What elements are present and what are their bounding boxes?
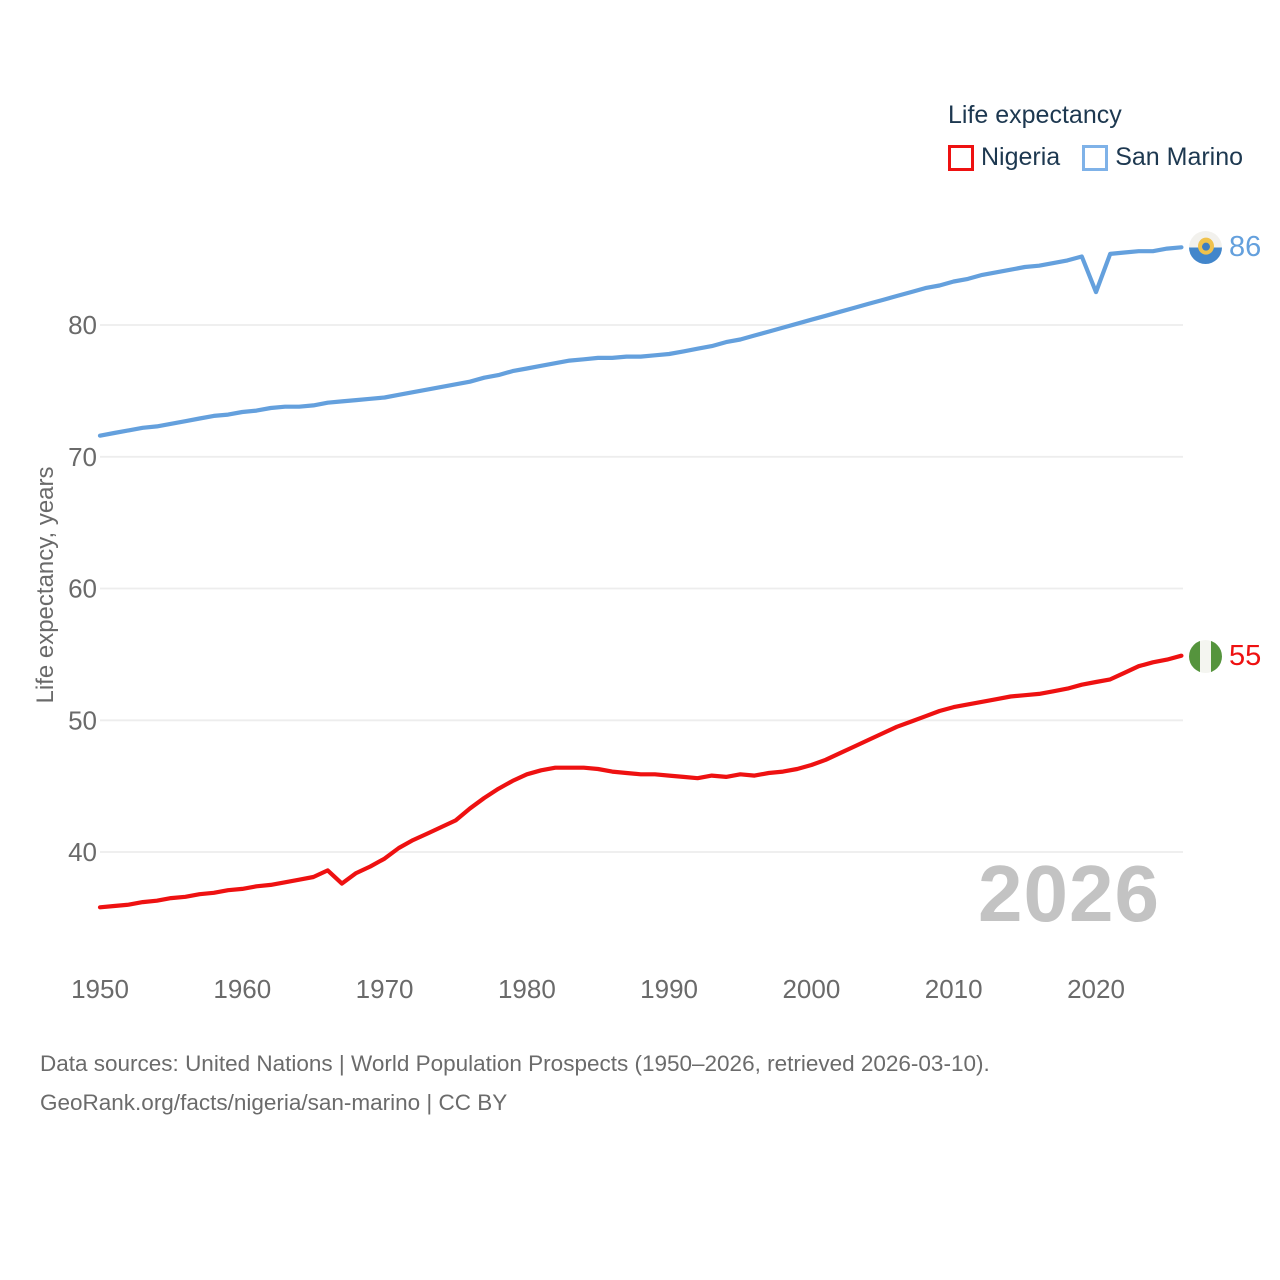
footer: [40, 1044, 990, 1122]
y-tick-label: 50: [68, 705, 97, 736]
y-axis-title: Life expectancy, years: [32, 466, 59, 704]
legend-item-san-marino[interactable]: [1082, 143, 1243, 172]
nigeria-end-marker: [1189, 639, 1261, 673]
legend-items: [948, 143, 1243, 172]
san-marino-end-value: 86: [1229, 230, 1262, 263]
x-tick-label: 2020: [1067, 974, 1125, 1004]
nigeria-legend-label: Nigeria: [981, 143, 1061, 171]
y-tick-label: 80: [68, 310, 97, 340]
san-marino-line: [100, 247, 1181, 435]
san-marino-legend-label: San Marino: [1115, 143, 1244, 171]
legend: [948, 101, 1243, 172]
nigeria-end-value: 55: [1229, 639, 1262, 672]
legend-title: Life expectancy: [948, 101, 1122, 129]
x-tick-label: 2010: [924, 974, 983, 1004]
y-tick-label: 40: [68, 837, 97, 867]
footer-attribution: GeoRank.org/facts/nigeria/san-marino | CC BY: [40, 1090, 508, 1115]
nigeria-swatch-icon: [948, 145, 974, 171]
legend-item-nigeria[interactable]: [948, 143, 1060, 172]
x-tick-label: 2000: [782, 974, 841, 1004]
san-marino-swatch-icon: [1082, 145, 1108, 171]
footer-data-sources: Data sources: United Nations | World Population Prospects (1950–2026, retrieved 2026-03-10).: [40, 1051, 990, 1076]
year-watermark: 2026: [978, 849, 1160, 938]
nigeria-flag-icon: [1189, 640, 1222, 673]
x-tick-label: 1970: [355, 974, 414, 1004]
x-tick-label: 1950: [71, 974, 129, 1004]
san-marino-flag-icon: [1189, 231, 1222, 264]
x-tick-label: 1980: [497, 974, 556, 1004]
san-marino-emblem-icon: [1198, 238, 1214, 255]
x-tick-label: 1990: [640, 974, 699, 1004]
x-tick-label: 1960: [213, 974, 272, 1004]
y-tick-label: 60: [68, 573, 97, 604]
san-marino-end-marker: [1189, 230, 1261, 264]
y-tick-label: 70: [68, 441, 97, 472]
